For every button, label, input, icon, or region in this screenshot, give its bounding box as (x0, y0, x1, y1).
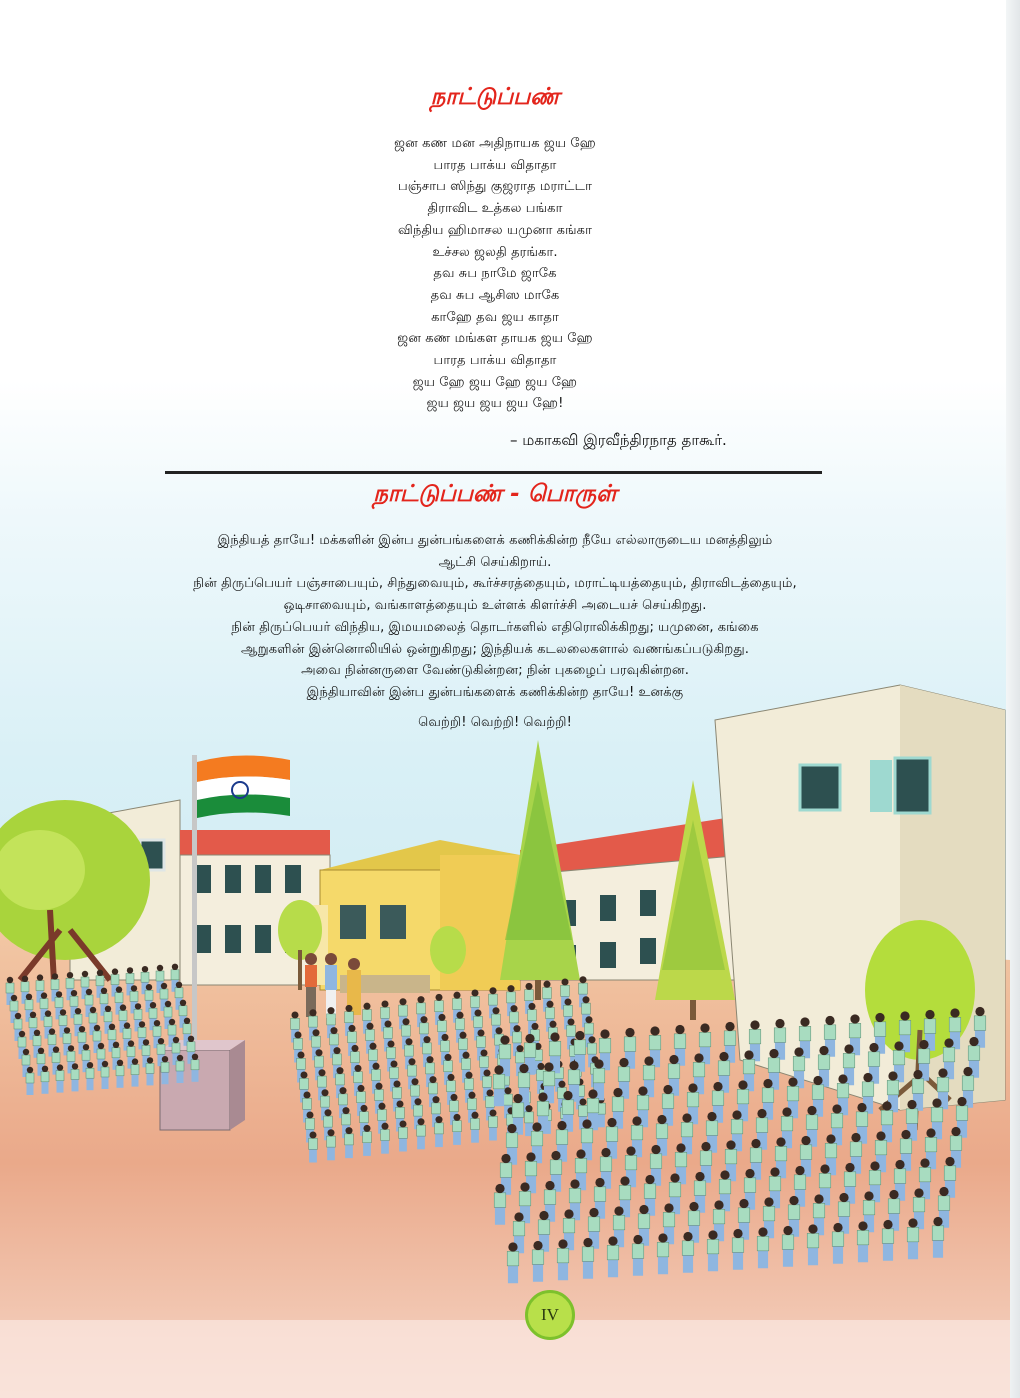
student-figure (807, 1224, 819, 1265)
anthem-line: ஜய ஹே ஜய ஹே ஜய ஹே (412, 374, 578, 390)
anthem-line: ஜன கண மன அதிநாயக ஜய ஹே (394, 136, 596, 151)
anthem-line: பாரத பாக்ய விதாதா (433, 157, 557, 173)
student-figure (191, 1054, 199, 1082)
school-assembly-illustration (0, 680, 1010, 1398)
page-number: IV (525, 1290, 575, 1340)
anthem-line: பஞ்சாப ஸிந்து குஜராத மராட்டா (397, 179, 593, 195)
student-figure (932, 1217, 944, 1258)
section-divider (165, 471, 822, 474)
student-figure (557, 1239, 569, 1280)
student-figure (101, 1061, 109, 1089)
meaning-line: நின் திருப்பெயர் விந்திய, இமயமலைத் தொடர்களில் எதிரொலிக்கிறது; யமுனை, கங்கை (231, 619, 759, 635)
student-figure (632, 1235, 644, 1276)
student-figure (56, 1064, 64, 1092)
student-figure (471, 1112, 480, 1143)
student-figure (417, 1118, 426, 1149)
student-figure (309, 1131, 318, 1162)
meaning-line: நின் திருப்பெயர் பஞ்சாபையும், சிந்துவையும், கூர்ச்சரத்தையும், மராட்டியத்தையும், திராவிடத்தையும், (193, 576, 797, 592)
student-figure (857, 1221, 869, 1262)
student-figure (489, 1109, 498, 1140)
meaning-line: இந்தியாவின் இன்ப துன்பங்களைக் கணிக்கின்ற தாயே! உனக்கு (306, 684, 684, 700)
student-figure (71, 1063, 79, 1091)
student-figure (453, 1114, 462, 1145)
victory-line: வெற்றி! வெற்றி! வெற்றி! (418, 715, 572, 730)
meaning-paragraph (0, 530, 990, 704)
anthem-line: தவ சுப ஆசிஸ மாகே (430, 287, 560, 303)
student-figure (732, 1229, 744, 1270)
student-figure (345, 1127, 354, 1158)
anthem-author: – மகாகவி இரவீந்திரநாத தாகூர். (510, 431, 727, 449)
anthem-line: ஜய ஜய ஜய ஜய ஹே! (426, 396, 564, 412)
meaning-title: நாட்டுப்பண் - பொருள் (373, 481, 617, 507)
meaning-line: ஆறுகளின் இன்னொலியில் ஒன்றுகிறது; இந்தியக் கடலலைகளால் வணங்கப்படுகிறது. (241, 641, 749, 657)
student-figure (146, 1057, 154, 1085)
student-figure (507, 1242, 519, 1283)
student-figure (327, 1129, 336, 1160)
student-figure (532, 1241, 544, 1282)
anthem-line: திராவிட உத்கல பங்கா (427, 201, 563, 217)
student-figure (782, 1226, 794, 1267)
indian-flag (197, 755, 290, 818)
meaning-line: இந்தியத் தாயே! மக்களின் இன்ப துன்பங்களைக் கணிக்கின்ற நீயே எல்லாருடைய மனத்திலும் (217, 533, 773, 548)
meaning-line: ஒடிசாவையும், வங்காளத்தையும் உள்ளக் கிளர்ச்சி அடையச் செய்கிறது. (283, 598, 707, 614)
anthem-lyrics (0, 133, 990, 415)
student-figure (657, 1233, 669, 1274)
anthem-line: காஹே தவ ஜய காதா (431, 309, 559, 325)
student-figure (435, 1116, 444, 1147)
student-figure (493, 1065, 505, 1106)
student-figure (381, 1123, 390, 1154)
student-figure (363, 1125, 372, 1156)
student-figure (26, 1067, 34, 1095)
student-figure (682, 1232, 694, 1273)
anthem-title: நாட்டுப்பண் (430, 84, 560, 110)
anthem-line: தவ சுப நாமே ஜாகே (433, 266, 557, 282)
central-building (310, 840, 520, 993)
meaning-line: அவை நின்னருளை வேண்டுகின்றன; நின் புகழைப் பரவுகின்றன. (301, 663, 689, 679)
anthem-line: பாரத பாக்ய விதாதா (433, 353, 557, 369)
student-figure (41, 1066, 49, 1094)
anthem-line: விந்திய ஹிமாசல யமுனா கங்கா (398, 222, 592, 238)
meaning-line: ஆட்சி செய்கிறாய். (438, 554, 552, 570)
student-figure (131, 1058, 139, 1086)
student-figure (116, 1060, 124, 1088)
student-figure (707, 1230, 719, 1271)
student-figure (607, 1236, 619, 1277)
student-figure (582, 1238, 594, 1279)
anthem-line: உச்சல ஜலதி தரங்கா. (432, 244, 558, 260)
student-figure (399, 1120, 408, 1151)
student-figure (882, 1220, 894, 1261)
student-figure (757, 1227, 769, 1268)
student-figure (907, 1218, 919, 1259)
student-figure (161, 1056, 169, 1084)
student-figure (832, 1223, 844, 1264)
student-figure (494, 1184, 506, 1225)
student-figure (86, 1062, 94, 1090)
anthem-line: ஜன கண மங்கள தாயக ஜய ஹே (397, 331, 593, 347)
student-figure (176, 1055, 184, 1083)
